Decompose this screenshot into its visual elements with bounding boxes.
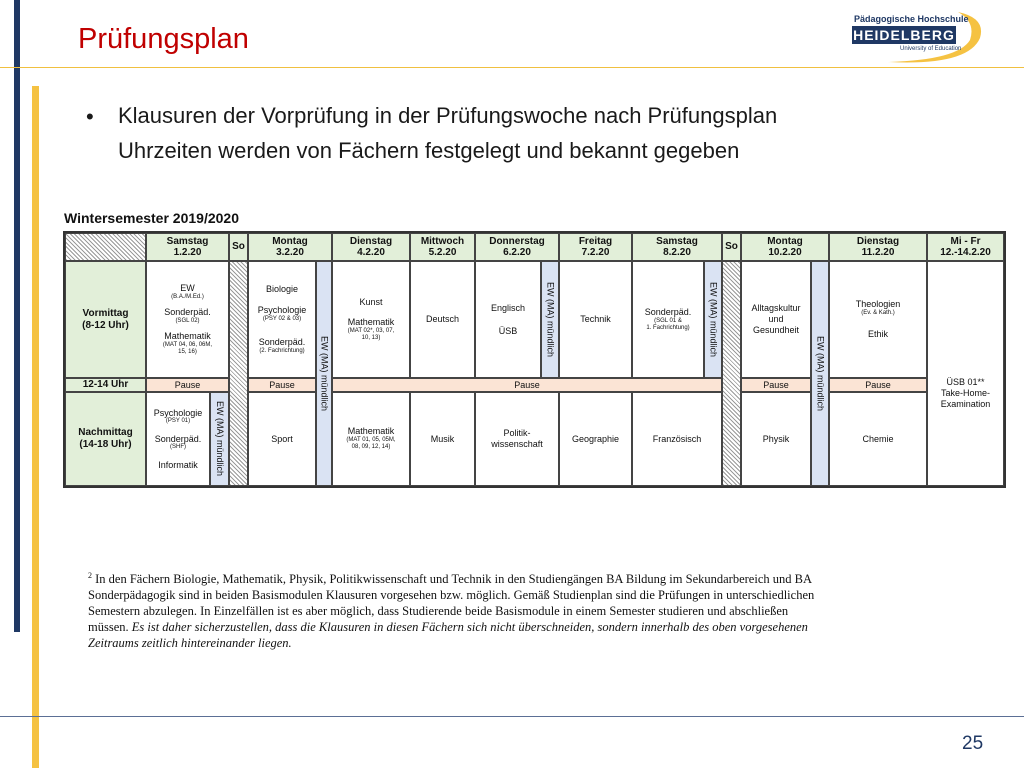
header-mf: Mi - Fr 12.-14.2.20: [927, 233, 1004, 261]
footnote: [88, 568, 928, 651]
header-sa1: Samstag 1.2.20: [146, 233, 229, 261]
footnote-line-3: Semestern abzulegen. In Einzelfällen ist es aber möglich, dass Studierende beide Basismodule in einem Semester studieren und abschließen: [88, 604, 789, 619]
cell-sa2-vormittag: Sonderpäd. (SGL 01 & 1. Fachrichtung): [632, 261, 704, 378]
ew-oral-sa2: EW (MA) mündlich: [704, 261, 722, 378]
cell-di-nachmittag: Mathematik (MAT 01, 05, 05M, 08, 09, 12, 14): [332, 392, 410, 486]
ew-oral-do: EW (MA) mündlich: [541, 261, 559, 378]
cell-di2-vormittag: Theologien (Ev. & Kath.) Ethik: [829, 261, 927, 378]
exam-schedule-table: [63, 231, 1006, 488]
ew-oral-sa1: EW (MA) mündlich: [210, 392, 229, 486]
logo-line-3: University of Education: [900, 46, 962, 52]
cell-mi-nachmittag: Musik: [410, 392, 475, 486]
slide-title: Prüfungsplan: [78, 23, 249, 55]
cell-do-vormittag: Englisch ÜSB: [475, 261, 541, 378]
row-label-nachmittag: Nachmittag (14-18 Uhr): [65, 392, 146, 486]
cell-fr-nachmittag: Geographie: [559, 392, 632, 486]
row-label-mittag: 12-14 Uhr: [65, 378, 146, 392]
cell-mf-all-day: ÜSB 01** Take-Home- Examination: [927, 261, 1004, 486]
left-gold-bar: [32, 86, 39, 768]
row-label-vormittag: Vormittag (8-12 Uhr): [65, 261, 146, 378]
cell-sa2-nachmittag: Französisch: [632, 392, 722, 486]
logo-line-1: Pädagogische Hochschule: [854, 14, 969, 24]
pause-mo2: Pause: [741, 378, 811, 392]
header-so1: So: [229, 233, 248, 261]
header-mo2: Montag 10.2.20: [741, 233, 829, 261]
cell-mo2-nachmittag: Physik: [741, 392, 811, 486]
left-navy-bar: [14, 0, 20, 632]
header-mi: Mittwoch 5.2.20: [410, 233, 475, 261]
ew-oral-mo2: EW (MA) mündlich: [811, 261, 829, 486]
cell-di2-nachmittag: Chemie: [829, 392, 927, 486]
schedule-title: Wintersemester 2019/2020: [64, 210, 239, 226]
footnote-line-2: Sonderpädagogik sind in beiden Basismodulen Klausuren vorgesehen bzw. möglich. Gemäß Studienplan sind die Prüfungen in unterschiedlichen: [88, 588, 815, 603]
cell-sa1-nachmittag: Psychologie (PSY 01) Sonderpäd. (SHF) Informatik: [146, 392, 210, 486]
sunday-column-1: [229, 261, 248, 486]
header-di2: Dienstag 11.2.20: [829, 233, 927, 261]
cell-mo-nachmittag: Sport: [248, 392, 316, 486]
bullet-text-line-2: Uhrzeiten werden von Fächern festgelegt und bekannt gegeben: [118, 138, 740, 163]
cell-di-vormittag: Kunst Mathematik (MAT 02*, 03, 07, 10, 13): [332, 261, 410, 378]
footnote-line-1: $^2$ In den Fächern Biologie, Mathematik, Physik, Politikwissenschaft und Technik in den Studiengängen BA Bildung im Sekundarbereich und BA: [88, 571, 812, 587]
footnote-line-4: müssen. Es ist daher sicherzustellen, dass die Klausuren in diesen Fächern sich nicht überschneiden, sondern innerhalb des oben vorgesehenen: [88, 620, 808, 635]
logo-line-2: HEIDELBERG: [853, 27, 955, 43]
pause-di-sa2: Pause: [332, 378, 722, 392]
cell-mo-vormittag: Biologie Psychologie (PSY 02 & 03) Sonderpäd. (2. Fachrichtung): [248, 261, 316, 378]
footnote-line-5: Zeitraums zeitlich hintereinander liegen.: [88, 636, 292, 651]
header-di: Dienstag 4.2.20: [332, 233, 410, 261]
header-sa2: Samstag 8.2.20: [632, 233, 722, 261]
cell-mi-vormittag: Deutsch: [410, 261, 475, 378]
bottom-navy-rule: [0, 716, 1024, 717]
cell-fr-vormittag: Technik: [559, 261, 632, 378]
university-logo: [848, 8, 988, 64]
ew-oral-mo: EW (MA) mündlich: [316, 261, 332, 486]
bullet-icon: •: [86, 104, 94, 129]
pause-di2: Pause: [829, 378, 927, 392]
pause-mo: Pause: [248, 378, 316, 392]
top-gold-rule: [0, 67, 1024, 68]
bullet-text-line-1: Klausuren der Vorprüfung in der Prüfungswoche nach Prüfungsplan: [118, 103, 778, 128]
pause-sa1: Pause: [146, 378, 229, 392]
cell-sa1-vormittag: EW (B.A./M.Ed.) Sonderpäd. (SGL 02) Mathematik (MAT 04, 06, 06M, 15, 16): [146, 261, 229, 378]
cell-do-nachmittag: Politik- wissenschaft: [475, 392, 559, 486]
header-mo: Montag 3.2.20: [248, 233, 332, 261]
header-do: Donnerstag 6.2.20: [475, 233, 559, 261]
sunday-column-2: [722, 261, 741, 486]
header-so2: So: [722, 233, 741, 261]
page-number: 25: [962, 733, 984, 754]
header-fr: Freitag 7.2.20: [559, 233, 632, 261]
corner-cell: [65, 233, 146, 261]
cell-mo2-vormittag: Alltagskultur und Gesundheit: [741, 261, 811, 378]
footnote-mark: 2: [88, 571, 92, 580]
